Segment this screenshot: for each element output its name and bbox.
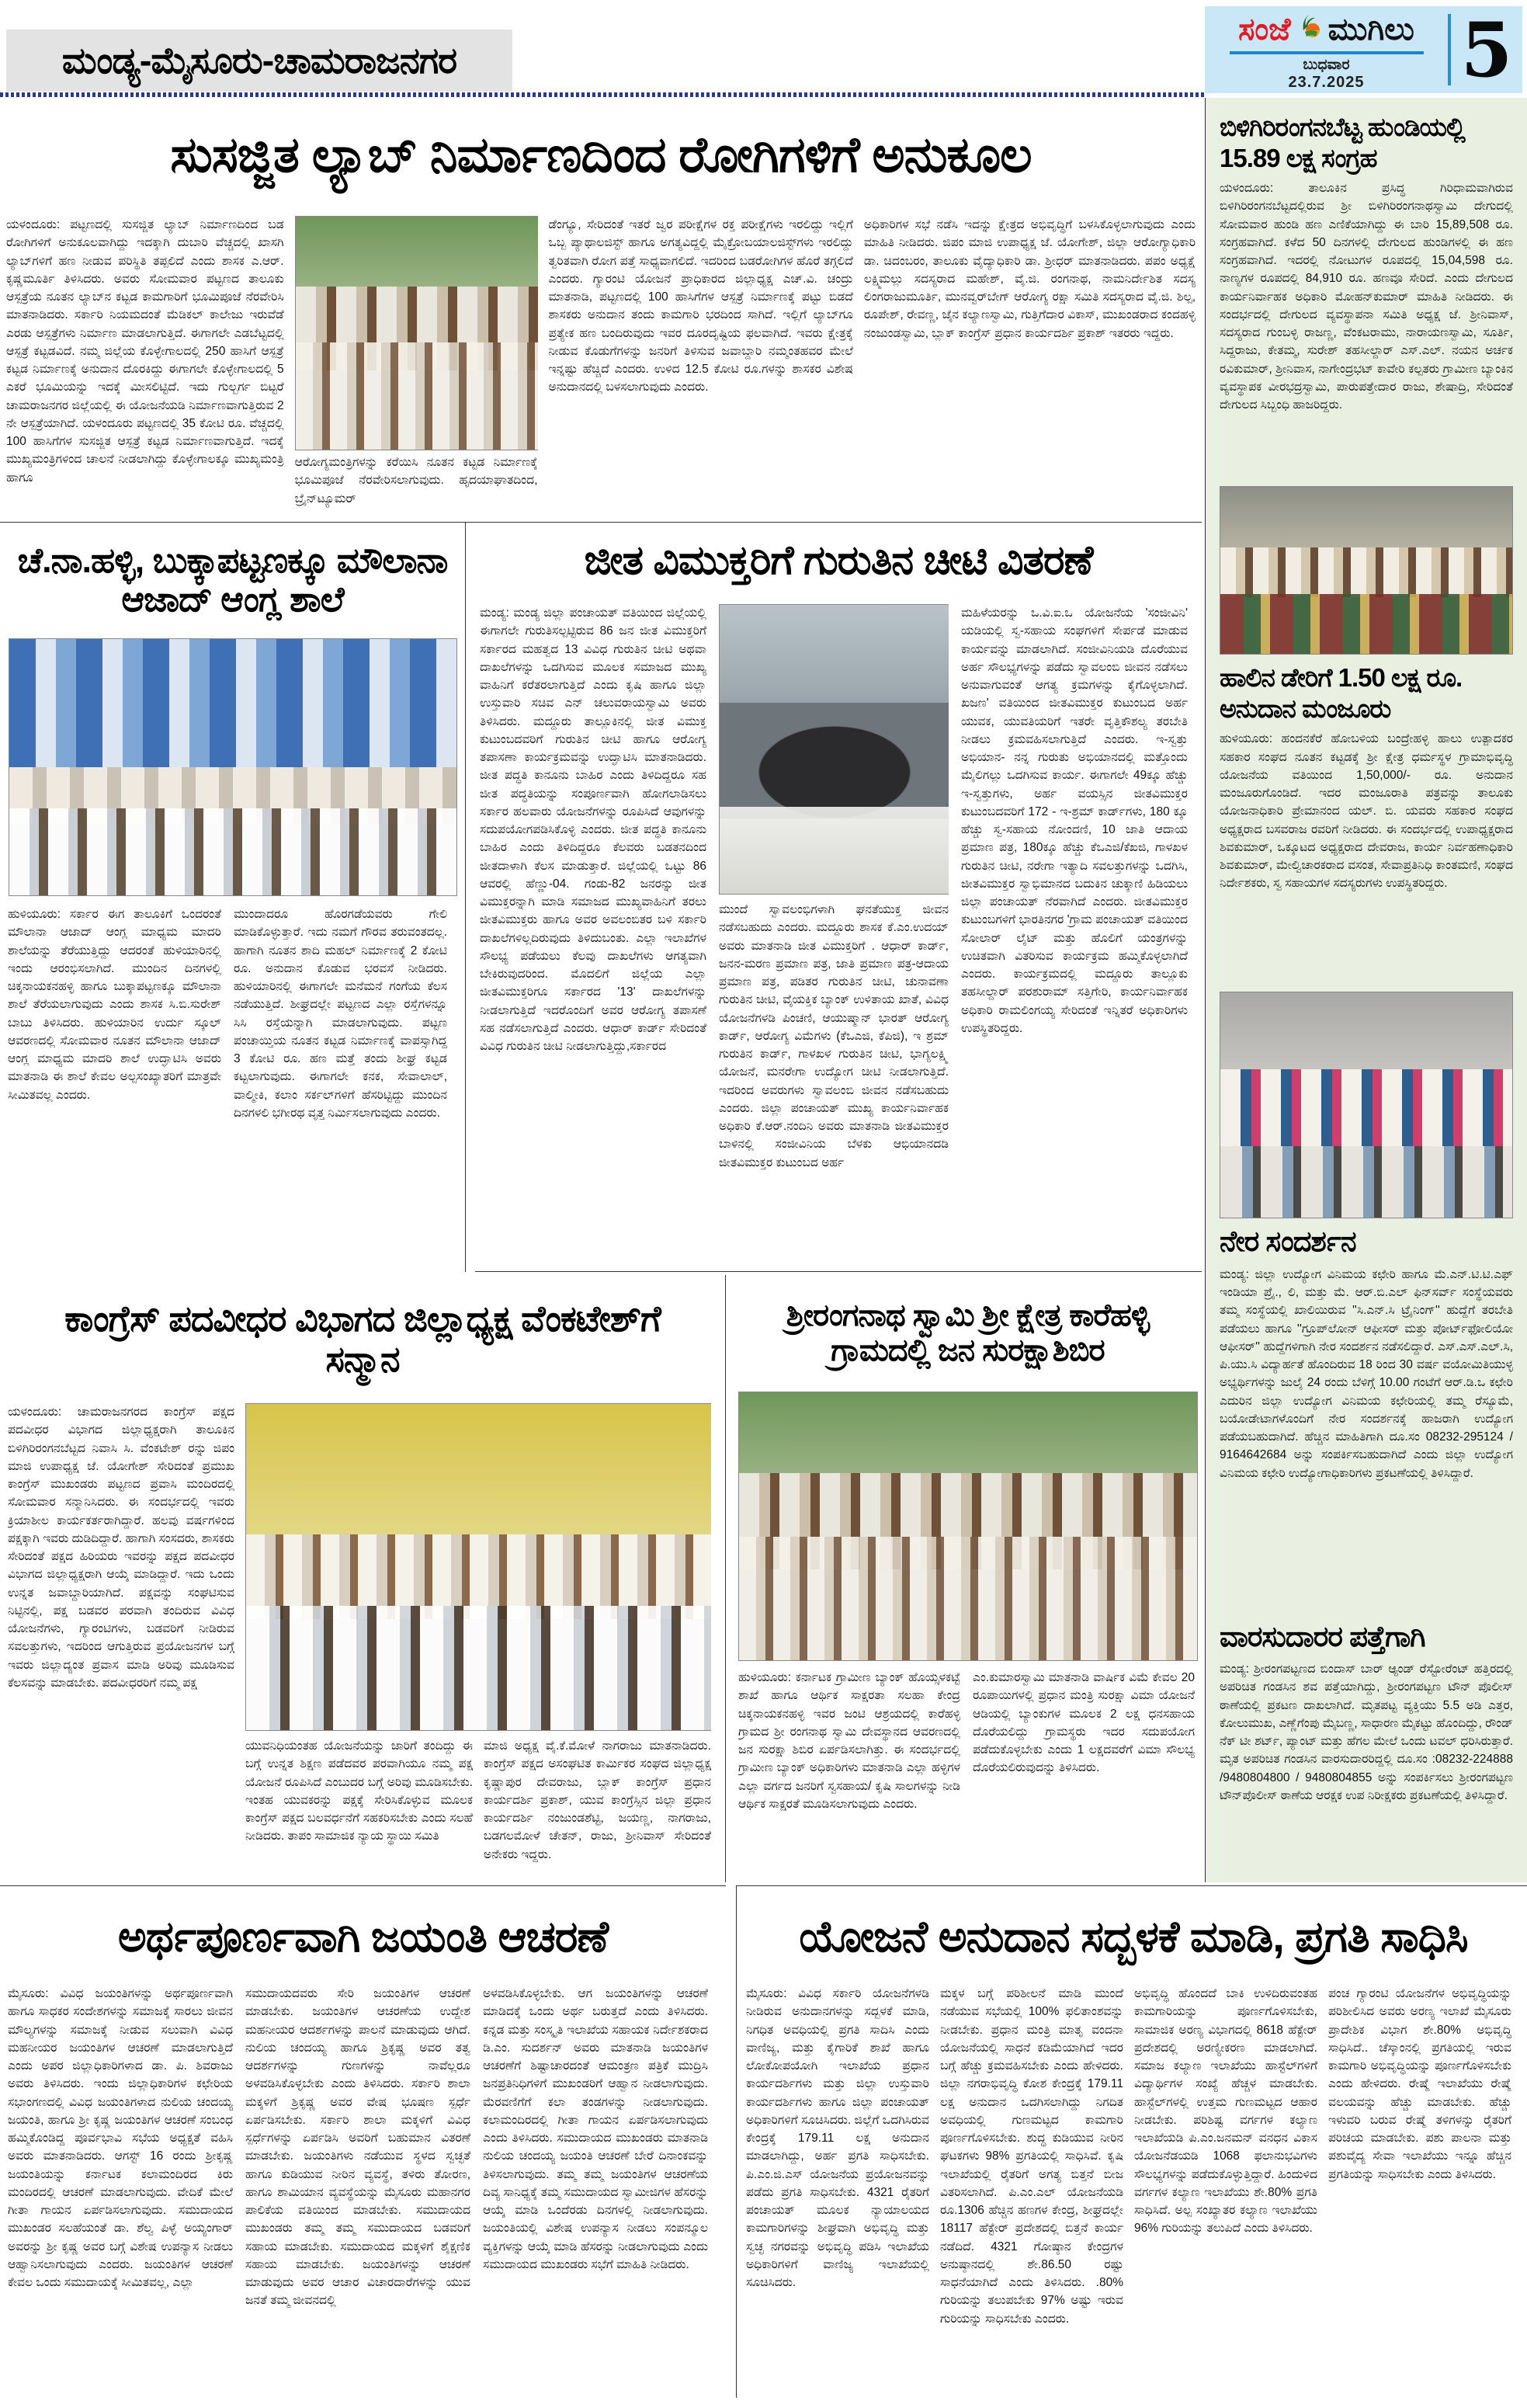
article-lead — [0, 98, 1202, 523]
sidebar-hundi-photo-bg — [1220, 487, 1512, 554]
masthead-rule — [1230, 51, 1424, 54]
masthead-name — [1238, 12, 1414, 48]
jeetha-photo-chair — [720, 703, 949, 818]
sidebar-hundi-photo-people — [1220, 547, 1512, 598]
maulana-headline: ಚೆ.ನಾ.ಹಳ್ಳಿ, ಬುಕ್ಕಾಪಟ್ಟಣಕ್ಕೂ ಮೌಲಾನಾ ಆಜಾದ್ ಆಂಗ್ಲ ಶಾಲೆ — [17, 540, 448, 619]
lead-photo — [295, 216, 538, 450]
maulana-photo-audience — [9, 808, 456, 895]
congress-col1: ಯಳಂದೂರು: ಚಾಮರಾಜನಗರದ ಕಾಂಗ್ರೆಸ್ ಪಕ್ಷದ ಪದವೀಧರ ವಿಭಾಗದ ಜಿಲ್ಲಾಧ್ಯಕ್ಷರಾಗಿ ತಾಲೂಕಿನ ಬಿಳಿಗಿರಿರಂಗನಬೆಟ್ಟದ ನಿವಾಸಿ ಸಿ. ವೆಂಕಟೇಶ್ ರನ್ನು ಜಿಪಂ ಮಾಜಿ ಉಪಾಧ್ಯಕ್ಷ ಜೆ. ಯೋಗೇಶ್ ಸೇರಿದಂತೆ ಪ್ರಮುಖ ಕಾಂಗ್ರೆಸ್ ಮುಖಂಡರು ಪಟ್ಟಣದ ಪ್ರವಾಸಿ ಮಂದಿರದಲ್ಲಿ ಸೋಮವಾರ ಸನ್ಮಾನಿಸಿದರು. ಈ ಸಂದರ್ಭದಲ್ಲಿ ಇವರು ಕ್ರಿಯಾಶೀಲ ಕಾರ್ಯಕರ್ತರಾಗಿದ್ದಾರೆ. ಹಲವು ವರ್ಷಗಳಿಂದ ಪಕ್ಷಕ್ಕಾಗಿ ಇವರು ದುಡಿದಿದ್ದಾರೆ. ಹಾಗಾಗಿ ಸಂಸದರು, ಶಾಸಕರು ಸೇರಿದಂತೆ ಪಕ್ಷದ ಹಿರಿಯರು ಇವರನ್ನು ಪಕ್ಷದ ಪದವೀಧರ ವಿಭಾಗದ ಜಿಲ್ಲಾಧ್ಯಕ್ಷರಾಗಿ ಆಯ್ಕೆ ಮಾಡಿದ್ದಾರೆ. ಇದು ಒಂದು ಉನ್ನತ ಜವಾಬ್ದಾರಿಯಾಗಿದೆ. ಪಕ್ಷವನ್ನು ಸಂಘಟಿಸುವ ನಿಟ್ಟಿನಲ್ಲಿ, ಪಕ್ಷ ಬಡವರ ಪರವಾಗಿ ತಂದಿರುವ ವಿವಿಧ ಯೋಜನೆಗಳು, ಗ್ಯಾರಂಟಿಗಳು, ಬಡವರಿಗೆ ನೀಡಿರುವ ಸವಲತ್ತುಗಳು, ಇದರಿಂದ ಆಗುತ್ತಿರುವ ಪ್ರಯೋಜನಗಳ ಬಗ್ಗೆ ಇವರು ಜಿಲ್ಲಾದ್ಯಂತ ಪ್ರವಾಸ ಮಾಡಿ ಅರಿವು ಮೂಡಿಸುವ ಕೆಲಸವನ್ನು ಮಾಡಬೇಕು. ಪದವೀಧರರಿಗೆ ನಮ್ಮ ಪಕ್ಷ — [8, 1406, 234, 1690]
masthead-name-red: ಸಂಜೆ — [1238, 12, 1291, 47]
article-congress — [0, 1275, 726, 1882]
jeetha-col3: ಮಹಿಳೆಯರನ್ನು ಒ.ವಿ.ಐ.ಒ ಯೋಜನೆಯ 'ಸಂಜೀವಿನಿ' ಯಡಿಯಲ್ಲಿ ಸ್ವ-ಸಹಾಯ ಸಂಘಗಳಿಗೆ ಸೇರ್ಪಡೆ ಮಾಡುವ ಕಾರ್ಯವನ್ನು ಮಾಡಲಾಗಿದೆ. ಸಂಜೀವಿನಿಯಡಿ ದೊರೆಯುವ ಅರ್ಹ ಸೌಲಭ್ಯಗಳನ್ನು ಪಡೆದು ಸ್ವಾವಲಂಬಿ ಜೀವನ ನಡೆಸಲು ಅನುವಾಗುವಂತೆ ಆಗತ್ಯ ಕ್ರಮಗಳನ್ನು ಕೈಗೊಳ್ಳಲಾಗಿದೆ. ಖಜಣ' ವತಿಯಿಂದ ಜೀತವಿಮುಕ್ತರ ಕುಟುಂಬದ ಅರ್ಹ ಯುವಕ, ಯುವತಿಯರಿಗೆ ಇತರೇ ವೃತ್ತಿಕೌಶಲ್ಯ ತರಬೇತಿ ನೀಡಲು ಕ್ರಮವಹಿಸಲಾಗುತ್ತಿದೆ ಎಂದರು. ಇ-ಸ್ವತ್ತು ಅಭಿಯಾನ- ನನ್ನ ಗುರುತು ಅಭಿಯಾನದಲ್ಲಿ ಮತ್ತೊಂದು ಮೈಲಿಗಲ್ಲು ಒದಗಿಸುವ ಕಾರ್ಯ. ಈಗಾಗಲೇ 49ಕ್ಕೂ ಹೆಚ್ಚು ಇ-ಸ್ವತ್ತುಗಳು, ಅರ್ಹ ವಯಸ್ಸಿನ ಜೀತವಿಮುಕ್ತರ ಕುಟುಂಬದವರಿಗೆ 172 - ಇ-ಶ್ರಮ್ ಕಾರ್ಡ್‌ಗಳು, 180 ಕ್ಕೂ ಹೆಚ್ಚು ಸ್ವ-ಸಹಾಯ ನೋಂದಣಿ, 10 ಜಾತಿ ಆದಾಯ ಪ್ರಮಾಣ ಪತ್ರ, 180ಕ್ಕೂ ಹೆಚ್ಚು ಕೆಒಎಜಿ/ಕೆಖಜಿ, ಗಾಳಖಳ ಗುರುತಿನ ಚೀಟಿ, ನರೇಗಾ ಇತ್ಯಾದಿ ಸವಲತ್ತುಗಳನ್ನು ಒದಗಿಸಿ, ಜೀತವಿಮುಕ್ತರ ಸ್ವಾಭಿಮಾನದ ಬದುಕಿನ ಚುಕ್ಕಾಣಿ ಹಿಡಿಯಲು ಜಿಲ್ಲಾ ಪಂಚಾಯತ್ ನೆರವಾಗಿದೆ ಎಂದರು. ಜೀತವಿಮುಕ್ತರ ಕುಟುಂಬಗಳಿಗೆ ಭಾರತಿನಗರ 'ಗ್ರಾಮ ಪಂಚಾಯತ್ ವತಿಯಿಂದ ಸೋಲಾರ್ ಲೈಟ್ ಮತ್ತು ಹೊಲಿಗೆ ಯಂತ್ರಗಳನ್ನು ಉಚಿತವಾಗಿ ವಿತರಿಸುವ ಕಾರ್ಯಕ್ರಮ ಹಮ್ಮಿಕೊಳ್ಳಲಾಗಿದೆ ಎಂದರು. ಕಾರ್ಯಕ್ರಮದಲ್ಲಿ ಮದ್ದೂರು ತಾಲ್ಲೂಕು ತಹಸೀಲ್ದಾರ್ ಪರಶುರಾಮ್ ಸತ್ತಿಗೇರಿ, ಕಾರ್ಯನಿರ್ವಾಹಕ ಅಧಿಕಾರಿ ರಾಮಲಿಂಗಯ್ಯ ಸೇರಿದಂತೆ ಇನ್ನಿತರೆ ಅಧಿಕಾರಿಗಳು ಉಪಸ್ಥಿತರಿದ್ದರು. — [961, 606, 1188, 1035]
maulana-photo — [9, 638, 457, 896]
congress-photo — [245, 1403, 711, 1731]
sidebar-interview-photo-bg — [1220, 992, 1512, 1078]
yojane-headline: ಯೋಜನೆ ಅನುದಾನ ಸದ್ಬಳಕೆ ಮಾಡಿ, ಪ್ರಗತಿ ಸಾಧಿಸಿ — [799, 1912, 1468, 1961]
congress-col3: ಮಾಜಿ ಅಧ್ಯಕ್ಷ ವೈ.ಕೆ.ಮೋಳೆ ನಾಗರಾಜು ಮಾತನಾಡಿದರು. ಕಾಂಗ್ರೆಸ್ ಪಕ್ಷದ ಅಸಂಘಟಿತ ಕಾರ್ಮಿಕರ ಸಂಘದ ಜಿಲ್ಲಾಧ್ಯಕ್ಷ ಕೃಷ್ಣಾಪುರ ದೇವರಾಜು, ಬ್ಲಾಕ್ ಕಾಂಗ್ರೆಸ್ ಪ್ರಧಾನ ಕಾರ್ಯದರ್ಶಿ ಪ್ರಕಾಶ್, ಯುವ ಕಾಂಗ್ರೆಸ್ಸಿನ ಜಿಲ್ಲಾ ಪ್ರಧಾನ ಕಾರ್ಯದರ್ಶಿ ನಂಜುಂಡಶೆಟ್ಟಿ, ಜಯಣ್ಣ, ನಾಗರಾಜು, ಬಡಗಲಮೋಳೆ ಚೇತನ್, ರಾಜು, ಶ್ರೀನಿವಾಸ್ ಸೇರಿದಂತೆ ಅನೇಕರು ಇದ್ದರು. — [484, 1739, 711, 1861]
masthead-left — [1205, 6, 1448, 93]
yojane-col2: ಮಕ್ಕಳ ಬಗ್ಗೆ ಪರಿಶೀಲನೆ ಮಾಡಿ ಮುಂದೆ ನಡೆಯುವ ಸಭೆಯಲ್ಲಿ 100% ಫಲಿತಾಂಶವನ್ನು ನೀಡಬೇಕು. ಪ್ರಧಾನ ಮಂತ್ರಿ ಮಾತೃ ವಂದನಾ ಯೋಜನೆಯಲ್ಲಿ ಸಾಧನೆ ಕಡಿಮೆಯಾಗಿದೆ ಇದರ ಬಗ್ಗೆ ಹೆಚ್ಚು ಕ್ರಮವಹಿಸಬೇಕು ಎಂದು ಹೇಳಿದರು. ಜಿಲ್ಲಾ ನಗರಾಭಿವೃದ್ಧಿ ಕೋಶ ಕೇಂದ್ರಕ್ಕೆ 179.11 ಲಕ್ಷ ಅನುದಾನ ಒದಗಿಸಲಾಗಿದ್ದು ನಿಗದಿತ ಅವಧಿಯಲ್ಲಿ ಗುಣಮಟ್ಟದ ಕಾಮಗಾರಿ ಪೂರ್ಣಗೊಳಿಸಬೇಕು. ಶುದ್ಧ ಕುಡಿಯುವ ನೀರಿನ ಘಟಕಗಳು 98% ಪ್ರಗತಿಯಲ್ಲಿ ಸಾಧಿಸಿವೆ. ಕೃಷಿ ಇಲಾಖೆಯಲ್ಲಿ ರೈತರಿಗೆ ಅಗತ್ಯ ಬಿತ್ತನೆ ಬೀಜ ವಿತರಿಸಲಾಗಿದೆ. ಪಿ.ಎಂ.ಎಲ್ ಯೋಜನೆಯಡಿ ರೂ.1306 ಹೆಚ್ಚಿನ ಹಣಗಳ ಕೇಂದ್ರ, ಶೀಘ್ರದಲ್ಲೇ 18117 ಹೆಕ್ಟೇರ್ ಪ್ರದೇಶದಲ್ಲಿ ಬಿತ್ತನೆ ಕಾರ್ಯ ನಡೆದಿದೆ. 4321 ಗೋಷ್ಠಾನ ಕೇಂದ್ರಗಳ ಅನುಷ್ಠಾನದಲ್ಲಿ ಶೇ.86.50 ರಷ್ಟು ಸಾಧನೆಯಾಗಿದೆ ಎಂದು ತಿಳಿಸಿದರು. .80% ಗುರಿಯನ್ನು ತಲುಪಬೇಕು 97% ಅಷ್ಟು ಇರುವ ಗುರಿಯನ್ನು ಸಾಧಿಸಬೇಕು ಎಂದರು. — [940, 1987, 1123, 2326]
masthead-name-black: ಮುಗಿಲು — [1327, 12, 1414, 47]
sidebar-article3-body: ಮಂಡ್ಯ: ಜಿಲ್ಲಾ ಉದ್ಯೋಗ ವಿನಿಮಯ ಕಛೇರಿ ಹಾಗೂ ಮೆ.ಎನ್.ಟಿ.ಟಿ.ಎಫ್ ಇಂಡಿಯಾ ಪ್ರೈ., ಲಿ, ಮತ್ತು ಮೆ. ಆರ್.ಬಿ.ಎಲ್ ಫಿನ್‌ಸರ್ವ್ ಸಂಸ್ಥೆಯವರು ತಮ್ಮ ಸಂಸ್ಥೆಯಲ್ಲಿ ಖಾಲಿಯಿರುವ ''ಸಿ.ಎನ್.ಸಿ ಟ್ರೈನಿಂಗ್'' ಹುದ್ದೆಗೆ ತರಬೇತಿ ಪಡೆಯಲು ಹಾಗೂ ''ಗ್ರೂಪ್‌ಲೋನ್ ಆಫೀಸರ್ ಮತ್ತು ಪೋರ್ಟ್‌ಫೋಲಿಯೋ ಆಫೀಸರ್'' ಹುದ್ದೆಗಳಿಗಾಗಿ ನೇರ ಸಂದರ್ಶನ ನಡೆಸಲಿದ್ದಾರೆ. ಎಸ್.ಎಸ್.ಎಲ್.ಸಿ, ಪಿ.ಯು.ಸಿ ವಿದ್ಯಾರ್ಹತೆ ಹೊಂದಿರುವ 18 ರಿಂದ 30 ವರ್ಷ ವಯೋಮಿತಿಯುಳ್ಳ ಅಭ್ಯರ್ಥಿಗಳನ್ನು ಜುಲೈ 24 ರಂದು ಬೆಳಿಗ್ಗೆ 10.00 ಗಂಟೆಗೆ ಆರ್.ಡಿ.ಒ ಕಛೇರಿ ಎದುರಿನ ಜಿಲ್ಲಾ ಉದ್ಯೋಗ ವಿನಿಮಯ ಕಛೇರಿಯಲ್ಲಿ ತಮ್ಮ ರೆಸ್ಯೂಮೆ, ಬಯೋಡೇಟಾಗಳೊಂದಿಗೆ ನೇರ ಸಂದರ್ಶನಕ್ಕೆ ಹಾಜರಾಗಿ ಉದ್ಯೋಗ ಪಡೆಯಬಹುದಾಗಿದೆ. ಹೆಚ್ಚಿನ ಮಾಹಿತಿಗಾಗಿ ದೂ.ಸಂ 08232-295124 / 9164642684 ಅನ್ನು ಸಂಪರ್ಕಿಸಬಹುದಾಗಿದೆ ಎಂದು ಜಿಲ್ಲಾ ಉದ್ಯೋಗ ವಿನಿಮಯ ಕಛೇರಿ ಉದ್ಯೋಗಾಧಿಕಾರಿಗಳು ಪ್ರಕಟಣೆಯಲ್ಲಿ ತಿಳಿಸಿದ್ದಾರೆ. — [1220, 1267, 1513, 1480]
sidebar-hundi-photo — [1220, 486, 1513, 655]
masthead-date: 23.7.2025 — [1288, 73, 1365, 91]
maulana-col1: ಹುಳಿಯೂರು: ಸರ್ಕಾರ ಈಗ ತಾಲೂಕಿಗೆ ಒಂದರಂತೆ ಮೌಲಾನಾ ಆಜಾದ್ ಆಂಗ್ಲ ಮಾಧ್ಯಮ ಮಾದರಿ ಶಾಲೆಯನ್ನು ತೆರೆಯುತ್ತಿದ್ದು ಆದರಂತೆ ಹುಳಿಯಾರಿನಲ್ಲಿ ಇಂದು ಆರಂಭಿಸಲಾಗಿದೆ. ಮುಂದಿನ ದಿನಗಳಲ್ಲಿ ಚಿಕ್ಕನಾಯಕನಹಳ್ಳಿ ಹಾಗೂ ಬುಕ್ಕಾಪಟ್ಟಣಕ್ಕೂ ಮೌಲಾನಾ ಶಾಲೆ ತೆರೆಯಲಾಗುವುದು ಎಂದು ಶಾಸಕ ಸಿ.ಬಿ.ಸುರೇಶ್ ಬಾಬು ತಿಳಿಸಿದರು. ಹುಳಿಯಾರಿನ ಉರ್ದು ಸ್ಕೂಲ್ ಆವರಣದಲ್ಲಿ ಸೋಮವಾರ ನೂತನ ಮೌಲಾನಾ ಆಜಾದ್ ಆಂಗ್ಲ ಮಾಧ್ಯಮ ಮಾದರಿ ಶಾಲೆ ಉದ್ಘಾಟಿಸಿ ಅವರು ಮಾತನಾಡಿ ಈ ಶಾಲೆ ಕೇವಲ ಅಲ್ಪಸಂಖ್ಯಾತರಿಗೆ ಮಾತ್ರವೇ ಸೀಮಿತವಲ್ಲ ಎಂದರು. — [8, 908, 221, 1102]
lead-col4: ಅಧಿಕಾರಿಗಳ ಸಭೆ ನಡೆಸಿ ಇದನ್ನು ಕ್ಷೇತ್ರದ ಅಭಿವೃದ್ಧಿಗೆ ಬಳಸಿಕೊಳ್ಳಲಾಗುವುದು ಎಂದು ಮಾಹಿತಿ ನೀಡಿದರು. ಜಿಪಂ ಮಾಜಿ ಉಪಾಧ್ಯಕ್ಷ ಜೆ. ಯೋಗೇಶ್, ಜಿಲ್ಲಾ ಆರೋಗ್ಯಾಧಿಕಾರಿ ಡಾ. ಚಿದಂಬರಂ, ತಾಲೂಕು ವೈದ್ಯಾಧಿಕಾರಿ ಡಾ. ಶ್ರೀಧರ್ ಮಾತನಾಡಿದರು. ಪಪಂ ಅಧ್ಯಕ್ಷೆ ಲಕ್ಷ್ಮಿಮಲ್ಲು ಸದಸ್ಯರಾದ ಮಹೇಶ್, ವೈ.ಜಿ. ರಂಗನಾಥ, ನಾಮನಿರ್ದೇಶಿತ ಸದಸ್ಯ ಲಿಂಗರಾಜುಮೂರ್ತಿ, ಮುನವ್ವರ್‌ಬೇಗ್ ಆರೋಗ್ಯ ರಕ್ಷಾ ಸಮಿತಿ ಸದಸ್ಯರಾದ ವೈ.ಜಿ. ಶಿಲ್ಪ, ರೂಪೇಶ್, ರೇವಣ್ಣ, ಜೈನ ಕಲ್ಯಾಣಸ್ವಾಮಿ, ಗುತ್ತಿಗೆದಾರ ವಿಕಾಸ್, ಮುಖಂಡರಾದ ಕಂದಹಳ್ಳಿ ನಂಜುಂಡಸ್ವಾಮಿ, ಬ್ಲಾಕ್ ಕಾಂಗ್ರೆಸ್ ಪ್ರಧಾನ ಕಾರ್ಯದರ್ಶಿ ಪ್ರಕಾಶ್ ಇತರರು ಇದ್ದರು. — [863, 218, 1196, 340]
lead-photo-crowd — [296, 342, 538, 450]
page-number: 5 — [1460, 5, 1513, 94]
congress-col2: ಯುವನಿಧಿಯಂತಹ ಯೋಜನೆಯನ್ನು ಜಾರಿಗೆ ತಂದಿದ್ದು ಈ ಬಗ್ಗೆ ಉನ್ನತ ಶಿಕ್ಷಣ ಪಡೆದವರ ಪರವಾಗಿಯೂ ನಮ್ಮ ಪಕ್ಷ ಯೋಜನೆ ರೂಪಿಸಿದೆ ಎಂಬುದರ ಬಗ್ಗೆ ಅರಿವು ಮೂಡಿಸಬೇಕು. ಇಂತಹ ಯುವಕರನ್ನು ಪಕ್ಷಕ್ಕೆ ಸೇರಿಸಿಕೊಳ್ಳುವ ಮೂಲಕ ಕಾಂಗ್ರೆಸ್ ಪಕ್ಷದ ಬಲವರ್ಧನೆಗೆ ಸಹಕರಿಸಬೇಕು ಎಂದು ಸಲಹೆ ನೀಡಿದರು. ತಾಪಂ ಸಾಮಾಜಿಕ ನ್ಯಾಯ ಸ್ಥಾಯಿ ಸಮಿತಿ — [245, 1739, 473, 1843]
camp-photo-trees — [739, 1392, 1197, 1483]
sidebar-article4-body: ಮಂಡ್ಯ: ಶ್ರೀರಂಗಪಟ್ಟಣದ ಬಿಂದಾಸ್ ಬಾರ್ ಆ್ಯಂಡ್ ರೆಸ್ಟೋರೆಂಟ್ ಹತ್ತಿರದಲ್ಲಿ ಅಪರಿಚಿತ ಗಂಡಸಿನ ಶವ ಪತ್ತೆಯಾಗಿದ್ದು, ಶ್ರೀರಂಗಪಟ್ಟಣ ಟೌನ್ ಪೊಲೀಸ್ ಠಾಣೆಯಲ್ಲಿ ಪ್ರಕಟಣ ದಾಖಲಾಗಿದೆ. ಮೃತಪಟ್ಟ ವ್ಯಕ್ತಿಯು 5.5 ಅಡಿ ಎತ್ತರ, ಕೋಲುಮುಖ, ಎಣ್ಣೆಗೆಂಪು ಮೈಬಣ್ಣ, ಸಾಧಾರಣ ಮೈಕಟ್ಟು ಹೊಂದಿದ್ದು, ರೌಂಡ್ ನೆಕ್ ಟೀ ಶರ್ಟ್, ಪ್ಯಾಂಟ್ ಮತ್ತು ಹೆಗಲ ಮೇಲೆ ಒಂದು ಟವಲ್ ಧರಿಸಿರುತ್ತಾರೆ. ಮೃತ ಅಪರಿಚಿತ ಗಂಡಸಿನ ವಾರಸುದಾರರಿದ್ದಲ್ಲಿ ದೂ.ಸಂ :08232-224888 /9480804800 / 9480804855 ಅನ್ನು ಸಂಪರ್ಕಿಸಲು ಶ್ರೀರಂಗಪಟ್ಟಣ ಟೌನ್‌ಪೊಲೀಸ್ ಠಾಣೆಯ ಆರಕ್ಷಕ ಉಪ ನಿರೀಕ್ಷಕರು ಪ್ರಕಟಣೆಯಲ್ಲಿ ತಿಳಿಸಿದ್ದಾರೆ. — [1220, 1663, 1513, 1802]
lead-photo-trees — [296, 217, 538, 296]
camp-photo — [738, 1392, 1198, 1661]
lead-col2-text: ಆರೋಗ್ಯಮಂತ್ರಿಗಳನ್ನು ಕರೆಯಿಸಿ ನೂತನ ಕಟ್ಟಡ ನಿರ್ಮಾಣಕ್ಕೆ ಭೂಮಿಪೂಜೆ ನೆರವೇರಿಸಲಾಗುವುದು. ಹೃದಯಾಘಾತದಿಂದ, ಬ್ರೈನ್‌ಟ್ಯೂಮರ್ — [294, 456, 538, 506]
lead-col1: ಯಳಂದೂರು: ಪಟ್ಟಣದಲ್ಲಿ ಸುಸಜ್ಜಿತ ಲ್ಯಾಬ್ ನಿರ್ಮಾಣದಿಂದ ಬಡ ರೋಗಿಗಳಿಗೆ ಅನುಕೂಲವಾಗಿದ್ದು ಇದಕ್ಕಾಗಿ ದುಬಾರಿ ವೆಚ್ಚದಲ್ಲಿ ಖಾಸಗಿ ಲ್ಯಾಬ್‌ಗಳಿಗೆ ಹಣ ನೀಡುವ ಪರಿಸ್ಥಿತಿ ತಪ್ಪಲಿದೆ ಎಂದು ಶಾಸಕ ಎ.ಆರ್. ಕೃಷ್ಣಮೂರ್ತಿ ತಿಳಿಸಿದರು. ಅವರು ಸೋಮವಾರ ಪಟ್ಟಣದ ತಾಲೂಕು ಆಸ್ಪತ್ರೆಯ ನೂತನ ಲ್ಯಾಬ್‌ನ ಕಟ್ಟಡ ಕಾಮಗಾರಿಗೆ ಭೂಮಿಪೂಜೆ ನೆರವೇರಿಸಿ ಮಾತನಾಡಿದರು. ಸರ್ಕಾರಿ ನಿಯಮದಂತೆ ಮೆಡಿಕಲ್ ಕಾಲೇಜು ಇರುವೆಡೆ ಎರಡು ಆಸ್ಪತ್ರೆಗಳು ನಿರ್ಮಾಣ ಮಾಡಲಾಗುತ್ತಿದೆ. ಈಗಾಗಲೇ ಎಡಬೆಟ್ಟದಲ್ಲಿ ಆಸ್ಪತ್ರೆ ಕಟ್ಟಡವಿದೆ. ನಮ್ಮ ಜಿಲ್ಲೆಯ ಕೊಳ್ಳೇಗಾಲದಲ್ಲಿ 250 ಹಾಸಿಗೆ ಆಸ್ಪತ್ರೆ ಕಟ್ಟಡ ನಿರ್ಮಾಣಕ್ಕೆ ಅನುದಾನ ದೊರಕಿದ್ದು ಈಗಾಗಲೇ ಕೊಳ್ಳೇಗಾಲದಲ್ಲಿ 5 ಎಕರೆ ಭೂಮಿಯನ್ನು ಇದಕ್ಕೆ ಮೀಸಲಿಟ್ಟಿದೆ. ಇದು ಗುಲ್ಬರ್ಗ ಬಿಟ್ಟರೆ ಚಾಮರಾಜನಗರ ಜಿಲ್ಲೆಯಲ್ಲಿ ಈ ಯೋಜನೆಯಡಿ ನಿರ್ಮಾಣವಾಗುತ್ತಿರುವ 2 ನೇ ಆಸ್ಪತ್ರೆಯಾಗಿದೆ. ಯಳಂದೂರು ಪಟ್ಟಣದಲ್ಲಿ 35 ಕೋಟಿ ರೂ. ವೆಚ್ಚದಲ್ಲಿ 100 ಹಾಸಿಗೆಗಳ ಸುಸಜ್ಜಿತ ಆಸ್ಪತ್ರೆ ಕಟ್ಟಡ ನಿರ್ಮಾಣವಾಗುತ್ತಿದೆ. ಇದಕ್ಕೆ ಮುಖ್ಯಮಂತ್ರಿಗಳಿಂದ ಚಾಲನೆ ನೀಡಲಾಗಿದ್ದು ಕೊಳ್ಳೇಗಾಲಕ್ಕೂ ಮುಖ್ಯಮಂತ್ರಿ ಹಾಗೂ — [6, 218, 284, 485]
sidebar-article2-body: ಹುಳಿಯೂರು: ಹಂದನಕೆರೆ ಹೋಬಳಿಯ ಬಂದ್ರೇಹಳ್ಳಿ ಹಾಲು ಉತ್ಪಾದಕರ ಸಹಕಾರ ಸಂಘದ ನೂತನ ಕಟ್ಟಡಕ್ಕೆ ಶ್ರೀ ಕ್ಷೇತ್ರ ಧರ್ಮಸ್ಥಳ ಗ್ರಾಮಾಭಿವೃದ್ಧಿ ಯೋಜನೆಯ ವತಿಯಿಂದ 1,50,000/- ರೂ. ಅನುದಾನ ಮಂಜೂರುಗೊಂಡಿದೆ. ಇದರ ಮಂಜೂರಾತಿ ಪತ್ರವನ್ನು ತಾಲೂಕು ಯೋಜನಾಧಿಕಾರಿ ಪ್ರೇಮಾನಂದ ಯಲ್. ಬಿ. ಯವರು ಸಹಕಾರ ಸಂಘದ ಅಧ್ಯಕ್ಷರಾದ ಬಸವರಾಜ ರವರಿಗೆ ನೀಡಿದರು. ಈ ಸಂದರ್ಭದಲ್ಲಿ ಉಪಾಧ್ಯಕ್ಷರಾದ ಶಿವಕುಮಾರ್, ಒಕ್ಕೂಟದ ಅಧ್ಯಕ್ಷರಾದ ದೇವರಾಜ, ಕಾರ್ಯ ನಿರ್ವಹಣಾಧಿಕಾರಿ ಶಿವಕುಮಾರ್, ಮೇಲ್ವಿಚಾರಕರಾದ ವಸಂತ, ಸೇವಾಪ್ರತಿನಿಧಿ ಕಾಂತಮಣಿ, ಸಂಘದ ನಿರ್ದೇಶಕರು, ಸ್ವ ಸಹಾಯಗಳ ಸದಸ್ಯರುಗಳು ಉಪಸ್ಥಿತರಿದ್ದರು. — [1220, 732, 1513, 891]
sidebar-hundi-photo-table — [1220, 594, 1512, 654]
header-dotted-rule — [0, 92, 1205, 97]
congress-headline: ಕಾಂಗ್ರೆಸ್ ಪದವೀಧರ ವಿಭಾಗದ ಜಿಲ್ಲಾಧ್ಯಕ್ಷ ವೆಂಕಟೇಶ್‌ಗೆ ಸನ್ಮಾನ — [64, 1298, 661, 1379]
article-jeetha — [475, 522, 1202, 1272]
region-title-box — [6, 30, 512, 92]
congress-right-block — [245, 1403, 711, 1869]
jeetha-headline: ಜೀತ ವಿಮುಕ್ತರಿಗೆ ಗುರುತಿನ ಚೀಟಿ ವಿತರಣೆ — [584, 537, 1093, 583]
sidebar-interview-photo-people — [1220, 1069, 1512, 1146]
camp-headline: ಶ್ರೀರಂಗನಾಥ ಸ್ವಾಮಿ ಶ್ರೀ ಕ್ಷೇತ್ರ ಕಾರೆಹಳ್ಳಿ ಗ್ರಾಮದಲ್ಲಿ ಜನ ಸುರಕ್ಷಾಶಿಬಿರ — [786, 1298, 1150, 1367]
jayanthi-col2: ಸಮುದಾಯದವರು ಸೇರಿ ಜಯಂತಿಗಳ ಆಚರಣೆ ಮಾಡಬೇಕು. ಜಯಂತಿಗಳ ಆಚರಣೆಯ ಉದ್ದೇಶ ಮಹನೀಯರ ಆದರ್ಶಗಳನ್ನು ಪಾಲನೆ ಮಾಡುವುದು ಆಗಿದೆ. ನುಲಿಯ ಚಂದಯ್ಯ ಹಾಗೂ ಶ್ರಿಕೃಷ್ಣ ಅವರ ತತ್ವ ಆದರ್ಶಗಳನ್ನು ಗುಣಗಳನ್ನು ನಾವೆಲ್ಲರೂ ಅಳವಡಿಸಿಕೊಳ್ಳಬೇಕು ಎಂದು ತಿಳಿಸಿದರು. ಸರ್ಕಾರಿ ಶಾಲಾ ಮಕ್ಕಳಿಗೆ ಶ್ರಿಕೃಷ್ಣ ಅವರ ವೇಷ ಭೂಷಣ ಸ್ಪರ್ಧೆ ಏರ್ಪಡಿಸಬೇಕು. ಸರ್ಕಾರಿ ಶಾಲಾ ಮಕ್ಕಳಿಗೆ ವಿವಿಧ ಸ್ಪರ್ಧೆಗಳನ್ನು ಏರ್ಪಡಿಸಿ ಅವರಿಗೆ ಬಹುಮಾನ ವಿತರಣೆ ಮಾಡಬೇಕು. ಜಯಂತಿಗಳು ನಡೆಯುವ ಸ್ಥಳದ ಸ್ವಚ್ಛತೆ ಹಾಗೂ ಕುಡಿಯುವ ನೀರಿನ ವ್ಯವಸ್ಥೆ, ತಳಿರು ತೋರಣ, ಹಾಗೂ ಶಾಮಿಯಾನ ವ್ಯವಸ್ಥೆಯನ್ನು ಮೈಸೂರು ಮಹಾನಗರ ಪಾಲಿಕೆಯ ವತಿಯಿಂದ ಮಾಡಬೇಕು. ಸಮುದಾಯದ ಮುಖಂಡರು ತಮ್ಮ ತಮ್ಮ ಸಮುದಾಯದ ಬಡವರಿಗೆ ಸಹಾಯ ಮಾಡಬೇಕು. ಸಮುದಾಯದ ಮಕ್ಕಳಿಗೆ ಶೈಕ್ಷಣಿಕ ಸಹಾಯ ಮಾಡಬೇಕು. ಜಯಂತಿಗಳನ್ನು ಆಚರಣೆ ಮಾಡುವುದು ಅವರ ಆಚಾರ ವಿಚಾರದಾರೆಗಳನ್ನು ಯುವ ಜನತೆ ತಮ್ಮ ಜೀವನದಲ್ಲಿ — [245, 1987, 470, 2308]
masthead-day: ಬುಧವಾರ — [1303, 56, 1350, 73]
jayanthi-col1: ಮೈಸೂರು: ವಿವಿಧ ಜಯಂತಿಗಳನ್ನು ಅರ್ಥಪೂರ್ಣವಾಗಿ ಹಾಗೂ ಸಾಧಕರ ಸಂದೇಶಗಳನ್ನು ಸಮಾಜಕ್ಕೆ ಸಾರಲು ಜೀವನ ಮೌಲ್ಯಗಳನ್ನು ಸಮಾಜಕ್ಕೆ ನೀಡುವ ಸಲುವಾಗಿ ವಿವಿಧ ಮಹನೀಯರ ಜಯಂತಿಗಳ ಆಚರಣೆ ಮಾಡಲಾಗುತ್ತಿದೆ ಎಂದು ಅಪರ ಜಿಲ್ಲಾಧಿಕಾರಿಗಳಾದ ಡಾ. ಪಿ. ಶಿವರಾಜು ಅವರು ತಿಳಿಸಿದರು. ಇಂದು ಜಿಲ್ಲಾಧಿಕಾರಿಗಳ ಕಛೇರಿಯ ಸಭಾಂಗಣದಲ್ಲಿ ವಿವಿಧ ಜಯಂತಿಗಳಾದ ನುಲಿಯ ಚಂದಯ್ಯ ಜಯಂತಿ, ಹಾಗೂ ಶ್ರೀ ಕೃಷ್ಣ ಜಯಂತಿಗಳ ಆಚರಣೆ ಸಂಬಂಧ ಹಮ್ಮಿಕೊಂಡಿದ್ದ ಪೂರ್ವಭಾವಿ ಸಭೆಯ ಅಧ್ಯಕ್ಷತೆ ವಹಿಸಿ ಅವರು ಮಾತನಾಡಿದರು. ಆಗಸ್ಟ್ 16 ರಂದು ಶ್ರೀಕೃಷ್ಣ ಜಯಂತಿಯನ್ನು ಕರ್ನಾಟಕ ಕಲಾಮಂದಿರದ ಕಿರು ಮಂದಿರದಲ್ಲಿ ಆಚರಣೆ ಮಾಡಲಾಗುವುದು. ವೇದಿಕೆ ಮೇಲೆ ಗೀತಾ ಗಾಯನ ಏರ್ಪಡಿಸಲಾಗುವುದು. ಸಮುದಾಯದ ಮುಖಂಡರ ಸಲಹೆಯಂತೆ ಡಾ. ಶೆಲ್ವ ಪಿಳ್ಳೆ ಅಯ್ಯಂಗಾರ್ ಅವರನ್ನು ಶ್ರೀ ಕೃಷ್ಣ ಅವರ ಬಗ್ಗೆ ವಿಶೇಷ ಉಪನ್ಯಾಸ ನೀಡಲು ಆಹ್ವಾನಿಸಲಾಗುವುದು ಎಂದರು. ಜಯಂತಿಗಳ ಆಚರಣೆ ಕೇವಲ ಒಂದು ಸಮುದಾಯಕ್ಕೆ ಸೀಮಿತವಲ್ಲ, ಎಲ್ಲಾ — [8, 1987, 233, 2289]
sidebar-article2-headline: ಹಾಲಿನ ಡೇರಿಗೆ 1.50 ಲಕ್ಷ ರೂ. ಅನುದಾನ ಮಂಜೂರು — [1220, 663, 1463, 723]
jayanthi-headline: ಅರ್ಥಪೂರ್ಣವಾಗಿ ಜಯಂತಿ ಆಚರಣೆ — [117, 1912, 609, 1961]
article-maulana-school — [0, 522, 466, 1272]
sidebar-interview-photo — [1220, 992, 1513, 1218]
sidebar-interview-photo-floor — [1220, 1146, 1512, 1218]
jeetha-col1: ಮಂಡ್ಯ: ಮಂಡ್ಯ ಜಿಲ್ಲಾ ಪಂಚಾಯತ್ ವತಿಯಿಂದ ಜಿಲ್ಲೆಯಲ್ಲಿ ಈಗಾಗಲೇ ಗುರುತಿಸಲ್ಪಟ್ಟಿರುವ 86 ಜನ ಜೀತ ವಿಮುಕ್ತರಿಗೆ ಸರ್ಕಾರದ ಮಹತ್ವದ 13 ವಿವಿಧ ಗುರುತಿನ ಚೀಟಿ ಅಥವಾ ದಾಖಲೆಗಳನ್ನು ಒದಗಿಸುವ ಮೂಲಕ ಸಮಾಜದ ಮುಖ್ಯ ವಾಹಿನಿಗೆ ಕರೆತರಲಾಗುತ್ತಿದೆ ಎಂದು ಕೃಷಿ ಹಾಗೂ ಜಿಲ್ಲಾ ಉಸ್ತುವಾರಿ ಸಚಿವ ಎನ್ ಚಲುವರಾಯಸ್ವಾಮಿ ಅವರು ತಿಳಿಸಿದರು. ಮದ್ದೂರು ತಾಲ್ಲೂಕಿನಲ್ಲಿ ಜೀತ ವಿಮುಕ್ತ ಕುಟುಂಬದವರಿಗೆ ಗುರುತಿನ ಚೀಟಿ ಹಾಗೂ ಆರೋಗ್ಯ ತಪಾಸಣಾ ಕಾರ್ಯಕ್ರಮವನ್ನು ಉದ್ಘಾಟಿಸಿ ಮಾತನಾಡಿದರು. ಜೀತ ಪದ್ಧತಿ ಕಾನೂನು ಬಾಹಿರ ಎಂದು ತಿಳಿದಿದ್ದರೂ ಸಹ ಜೀತ ಪದ್ಧತಿಯನ್ನು ಸಂಪೂರ್ಣವಾಗಿ ಹೋಗಲಾಡಿಸಲು ಸರ್ಕಾರ ಹಲವಾರು ಯೋಜನೆಗಳನ್ನು ರೂಪಿಸಿದೆ ಆವುಗಳನ್ನು ಸದುಪಯೋಗಪಡಿಸಿಕೊಳ್ಳಿ ಎಂದರು. ಜೀತ ಪದ್ಧತಿ ಕಾನೂನು ಬಾಹಿರ ಎಂದು ತಿಳಿದಿದ್ದರೂ ಕೆಲವರು ಬಡತನದಿಂದ ಜೀತದಾಳಾಗಿ ಕೆಲಸ ಮಾಡುತ್ತಾರೆ. ಜಿಲ್ಲೆಯಲ್ಲಿ ಒಟ್ಟು 86 ಆವರಲ್ಲಿ ಹೆಣ್ಣು-04. ಗಂಡು-82 ಜನರನ್ನು ಜೀತ ವಿಮುಕ್ತರನ್ನಾಗಿ ಮಾಡಿ ಸಮಾಜದ ಮುಖ್ಯವಾಹಿನಿಗೆ ತರಲು ಜೀತವಿಮುಕ್ತರು ಹಾಗೂ ಅವರ ಅವಲಂಬಿತರ ಬಳಿ ಸರ್ಕಾರಿ ದಾಖಲೆಗಳಿಲ್ಲದಿರುವುದು ತಿಳಿದುಬಂತು. ಎಲ್ಲಾ ಇಲಾಖೆಗಳ ಸೌಲಭ್ಯ ಪಡೆಯಲು ಕೆಲವು ದಾಖಲೆಗಳು ಆಗತ್ಯವಾಗಿ ಬೇಕಿರುವುದರಿಂದ. ಮೊದಲಿಗೆ ಜಿಲ್ಲೆಯ ಎಲ್ಲಾ ಜೀತವಿಮುಕ್ತರಿಗೂ ಸರ್ಕಾರದ '13' ದಾಖಲೆಗಳನ್ನು ನೀಡಲಾಗುತ್ತಿದೆ ಇದರೊಂದಿಗೆ ಅವರ ಆರೋಗ್ಯ ತಪಾಸಣೆ ಸಹ ನಡೆಸಲಾಗುತ್ತಿದೆ ಎಂದರು. ಆಧಾರ್ ಕಾರ್ಡ್ ಸೇರಿದಂತೆ ವಿವಿಧ ಗುರುತಿನ ಚೀಟಿ ನೀಡಲಾಗುತ್ತಿದ್ದು,ಸರ್ಕಾರದ — [480, 606, 706, 1053]
sidebar-article3-headline: ನೇರ ಸಂದರ್ಶನ — [1220, 1225, 1356, 1258]
jayanthi-col3: ಅಳವಡಿಸಿಕೊಳ್ಳಬೇಕು. ಆಗ ಜಯಂತಿಗಳನ್ನು ಆಚರಣೆ ಮಾಡಿದಕ್ಕೆ ಒಂದು ಅರ್ಥ ಬರುತ್ತದೆ ಎಂದು ತಿಳಿಸಿದರು. ಕನ್ನಡ ಮತ್ತು ಸಂಸ್ಕೃತಿ ಇಲಾಖೆಯ ಸಹಾಯಕ ನಿರ್ದೇಶಕರಾದ ಡಿ.ಎಂ. ಸುದರ್ಶನ್ ಅವರು ಮಾತನಾಡಿ ಜಯಂತಿಗಳ ಆಚರಣೆಗೆ ಶಿಷ್ಟಾಚಾರದಂತೆ ಆಮಂತ್ರಣ ಪತ್ರಿಕೆ ಮುದ್ರಿಸಿ ಜನಪ್ರತಿನಿಧಿಗಳಿಗೆ ಮುಖಂಡರಿಗೆ ಆಹ್ವಾನ ನೀಡಲಾಗುವುದು. ಮೆರವಣಿಗೆಗೆ ಕಲಾ ತಂಡಗಳನ್ನು ನೀಡಲಾಗುವುದು. ಕಲಾಮಂದಿರದಲ್ಲಿ ಗೀತಾ ಗಾಯನ ಏರ್ಪಡಿಸಲಾಗುವುದು ಎಂದು ತಿಳಿಸಿದರು. ಸಮುದಾಯದ ಮುಖಂಡರು ಮಾತನಾಡಿ ನುಲಿಯ ಚಂದಯ್ಯ ಜಯಂತಿ ಆಚರಣೆ ಬೇರೆ ದಿನಾಂಕವನ್ನು ತಿಳಿಸಲಾಗುವುದು. ತಮ್ಮ ತಮ್ಮ ಜಯಂತಿಗಳ ಆಚರಣೆಯ ದಿವ್ಯ ಸಾನಿಧ್ಯಕ್ಕೆ ತಮ್ಮ ಸಮುದಾಯದ ಸ್ವಾಮೀಜಿಗಳ ಹೆಸರನ್ನು ಆಯ್ಕೆ ಮಾಡಿ ಒಂದೆರಡು ದಿನಗಳಲ್ಲಿ ನೀಡಲಾಗುವುದು. ಜಯಂತಿಯಲ್ಲಿ ವಿಶೇಷ ಉಪನ್ಯಾಸ ನೀಡಲು ಸಂಪನ್ಮೂಲ ವ್ಯಕ್ತಿಗಳನ್ನು ಆಯ್ಕೆ ಮಾಡಿ ಹೆಸರನ್ನು ನೀಡಲಾಗುವುದು ಎಂದು ಸಮುದಾಯದ ಮುಖಂಡರು ಸಭೆಗೆ ಮಾಹಿತಿ ನೀಡಿದರು. — [483, 1987, 708, 2271]
jeetha-photo-shirt — [720, 807, 949, 894]
article-suraksha-camp — [734, 1275, 1202, 1882]
jeetha-col2-text: ಮುಂದೆ ಸ್ವಾವಲಂಭಿಗಳಾಗಿ ಘನತೆಯುಕ್ತ ಜೀವನ ನಡೆಸಬಹುದು ಎಂದರು. ಮದ್ದೂರು ಶಾಸಕ ಕೆ.ಎಂ.ಉದಯ್ ಅವರು ಮಾತನಾಡಿ ಜೀತ ವಿಮುಕ್ತರಿಗೆ . ಆಧಾರ್ ಕಾರ್ಡ್, ಜನನ-ಮರಣ ಪ್ರಮಾಣ ಪತ್ರ, ಜಾತಿ ಪ್ರಮಾಣ ಪತ್ರ-ಆದಾಯ ಪ್ರಮಾಣ ಪತ್ರ, ಪಡಿತರ ಗುರುತಿನ ಚೀಟಿ, ಚುನಾವಣಾ ಗುರುತಿನ ಚೀಟಿ, ವೈಯಕ್ತಿಕ ಬ್ಯಾಂಕ್ ಉಳಿತಾಯ ಖಾತೆ, ವಿವಿಧ ಯೋಜನೆಗಳಡಿ ಪಿಂಚಣಿ, ಆಯುಷ್ಮಾನ್ ಭಾರತ್ ಆರೋಗ್ಯ ಕಾರ್ಡ್, ಆರೋಗ್ಯ ವಿಮೆಗಳು (ಕೆಒಎಜಿ, ಕೆಪಿಜಿ), ಇ ಶ್ರಮ್ ಗುರುತಿನ ಕಾರ್ಡ್, ಗಾಳಖಳ ಗುರುತಿನ ಚೀಟಿ, ಭಾಗ್ಯಲಕ್ಷ್ಮಿ ಯೋಜನೆ, ಮನರೇಗಾ ಉದ್ಯೋಗ ಚೀಟಿ ನೀಡಲಾಗುತ್ತಿದೆ. ಇದರಿಂದ ಅವರುಗಳು ಸ್ವಾವಲಂಬಿ ಜೀವನ ನಡೆಸಬಹುದು ಎಂದರು. ಜಿಲ್ಲಾ ಪಂಚಾಯತ್ ಮುಖ್ಯ ಕಾರ್ಯನಿರ್ವಾಹಕ ಅಧಿಕಾರಿ ಕೆ.ಆರ್.ನಂದಿನಿ ಅವರು ಮಾತನಾಡಿ ಜೀತವಿಮುಕ್ತರ ಬಾಳಿನಲ್ಲಿ ಸಂಜೀವಿನಿಯ ಬೆಳಕು ಆಭಿಯಾನದಡಿ ಜೀತವಿಮುಕ್ತರ ಕುಟುಂಬದ ಅರ್ಹ — [719, 903, 949, 1169]
article-jayanthi — [0, 1885, 726, 2398]
lead-col2 — [295, 216, 538, 509]
yojane-col4: ಪಂಚ ಗ್ಯಾರಂಟಿ ಯೋಜನೆಗಳ ಅಭಿವೃದ್ಧಿಯನ್ನು ಪರಿಶೀಲಿಸಿದ ಅವರು ಅರಣ್ಯ ಇಲಾಖೆ ಮೈಸೂರು ಪ್ರಾದೇಶಿಕ ವಿಭಾಗ ಶೇ.80% ಅಭಿವೃದ್ಧಿ ಸಾಧಿಸಿದೆ.. ಚೆಸ್ಕಾಂನಲ್ಲಿ ಪ್ರಗತಿಯಲ್ಲಿ ಇರುವ ಕಾಮಗಾರಿ ಅಭಿವೃದ್ಧಿಯನ್ನು ಪೂರ್ಣಗೊಳಿಸಬೇಕು ಎಂದು ಹೇಳಿದರು. ರೇಷ್ಮೆ ಇಲಾಖೆಯು ರೇಷ್ಮೆ ವಲಯವನ್ನು ಹೆಚ್ಚು ಮಾಡಬೇಕು. ಹೆಚ್ಚು ಇಳುವರಿ ಬರುವ ರೇಷ್ಮೆ ತಳಿಗಳನ್ನು ರೈತರಿಗೆ ಪರಿಚಯ ಮಾಡಬೇಕು. ಪಶು ಪಾಲನಾ ಮತ್ತು ಪಶುವೈದ್ಯ ಸೇವಾ ಇಲಾಖೆಯು ಇನ್ನೂ ಹೆಚ್ಚಿನ ಪ್ರಗತಿಯನ್ನು ಸಾಧಿಸಬೇಕು ಎಂದು ತಿಳಿಸಿದರು. — [1328, 1987, 1511, 2181]
congress-photo-garland — [246, 1606, 711, 1730]
masthead — [1205, 6, 1522, 93]
jeetha-col2 — [719, 604, 949, 1261]
sun-palm-logo-icon — [1294, 12, 1325, 48]
sidebar-article4-headline: ವಾರಸುದಾರರ ಪತ್ತೆಗಾಗಿ — [1220, 1620, 1425, 1652]
lead-col3: ಡೆಂಗ್ಯೂ, ಸೇರಿದಂತೆ ಇತರೆ ಜ್ವರ ಪರೀಕ್ಷೆಗಳ ರಕ್ತ ಪರೀಕ್ಷೆಗಳು ಇರಲಿದ್ದು ಇಲ್ಲಿಗೆ ಒಬ್ಬ ಪ್ಯಾಥಾಲಜಿಸ್ಟ್ ಹಾಗೂ ಅಗತ್ಯವಿದ್ದಲ್ಲಿ ಮೈಕ್ರೋಬಯಾಲಜಿಸ್ಟ್‌ಗಳು ಇರಲಿದ್ದು ತ್ವರಿತವಾಗಿ ರೋಗ ಪತ್ತೆ ಸಾಧ್ಯವಾಗಲಿದೆ. ಇದರಿಂದ ಬಡರೋಗಿಗಳ ಹೊರೆ ತಗ್ಗಲಿದೆ ಎಂದರು. ಗ್ಯಾರಂಟಿ ಯೋಜನೆ ಪ್ರಾಧಿಕಾರದ ಜಿಲ್ಲಾಧ್ಯಕ್ಷ ಎಚ್.ವಿ. ಚಂದ್ರು ಮಾತನಾಡಿ, ಪಟ್ಟಣದಲ್ಲಿ 100 ಹಾಸಿಗೆಗಳ ಆಸ್ಪತ್ರೆ ನಿರ್ಮಾಣಕ್ಕೆ ಪಟ್ಟು ಬಿಡದೆ ಶಾಸಕರು ಅನುದಾನ ತಂದು ಕಾಮಗಾರಿ ಭರದಿಂದ ಸಾಗಿದೆ. ಇಲ್ಲಿಗೆ ಲ್ಯಾಬ್‌ಗೂ ಪ್ರತ್ಯೇಕ ಹಣ ಬಂದಿರುವುದು ಇವರ ದೂರದೃಷ್ಟಿಯ ಫಲವಾಗಿದೆ. ಇವರು ಕ್ಷೇತ್ರಕ್ಕೆ ನೀಡುವ ಕೊಡುಗೆಗಳನ್ನು ಜನರಿಗೆ ತಿಳಿಸುವ ಜವಾಬ್ದಾರಿ ನಮ್ಮಂತಹವರ ಮೇಲೆ ಇನ್ನಷ್ಟು ಹೆಚ್ಚಿದೆ ಎಂದರು. ಉಳಿದ 12.5 ಕೋಟಿ ರೂ.ಗಳನ್ನು ಶಾಸಕರ ವಿಶೇಷ ಅನುದಾನದಲ್ಲಿ ಬಳಸಲಾಗುವುದು ಎಂದರು. — [548, 218, 853, 394]
jeetha-photo — [719, 604, 949, 895]
article-yojane — [736, 1885, 1527, 2398]
region-title: ಮಂಡ್ಯ-ಮೈಸೂರು-ಚಾಮರಾಜನಗರ — [61, 39, 457, 81]
camp-col2: ಎಂ.ಕುಮಾರಸ್ವಾಮಿ ಮಾತನಾಡಿ ವಾರ್ಷಿಕ ವಿಮೆ ಕೇವಲ 20 ರೂಪಾಯಿಗಳಲ್ಲಿ ಪ್ರಧಾನ ಮಂತ್ರಿ ಸುರಕ್ಷಾ ವಿಮಾ ಯೋಜನೆ ಆಡಿಯಲ್ಲಿ ಬ್ಯಾಂಕುಗಳ ಮೂಲಕ 2 ಲಕ್ಷ ಧನಸಹಾಯ ದೊರೆಯಲಿದ್ದು ಗ್ರಾಮಸ್ಥರು ಇದರ ಸದುಪಯೋಗ ಪಡೆದುಕೊಳ್ಳಬೇಕು ಎಂದು 1 ಲಕ್ಷದವರೆಗೆ ವಿಮಾ ಸೌಲಭ್ಯ ದೊರೆಯಲಿರುವುದನ್ನು ತಿಳಿಸಿದರು. — [973, 1671, 1195, 1775]
sidebar-article1-headline: ಬಿಳಿಗಿರಿರಂಗನಬೆಟ್ಟ ಹುಂಡಿಯಲ್ಲಿ 15.89 ಲಕ್ಷ ಸಂಗ್ರಹ — [1220, 113, 1465, 172]
maulana-photo-drapes — [9, 639, 456, 780]
yojane-col3: ಅಭಿವೃದ್ಧಿ ಹೊಂದದೆ ಬಾಕಿ ಉಳಿದಿರುವಂತಹ ಕಾಮಗಾರಿಯನ್ನು ಪೂರ್ಣಗೊಳಿಸಬೇಕು, ಸಾಮಾಜಿಕ ಅರಣ್ಯ ವಿಭಾಗದಲ್ಲಿ 8618 ಹೆಕ್ಟೇರ್ ಪ್ರದೇಶದಲ್ಲಿ ಅರಣ್ಯೀಕರಣ ಮಾಡಲಾಗಿದೆ. ಸಮಾಜ ಕಲ್ಯಾಣ ಇಲಾಖೆಯು ಹಾಸ್ಟೆಲ್‌ಗಳಿಗೆ ವಿದ್ಯಾರ್ಥಿಗಳ ಸಂಖ್ಯೆ ಹೆಚ್ಚಳ ಮಾಡಬೇಕು. ಹಾಸ್ಟೆಲ್‌ಗಳಲ್ಲಿ ಉತ್ತಮ ಗುಣಮಟ್ಟದ ಆಹಾರ ನೀಡಬೇಕು. ಪರಿಶಿಷ್ಟ ವರ್ಗಗಳ ಕಲ್ಯಾಣ ಇಲಾಖೆಯಡಿ ಪಿ.ಎಂ.ಜನಮನ್ ವನಧನ ವಿಕಾಸ ಯೋಜನೆಡಯಡಿ 1068 ಫಲಾನುಭವಿಗಳು ಸೌಲಭ್ಯಗಳನ್ನು ಪಡೆದುಕೊಳ್ಳುತ್ತಿದ್ದಾರೆ. ಹಿಂದುಳಿದ ವರ್ಗಗಳ ಕಲ್ಯಾಣ ಇಲಾಖೆಯು ಶೇ.80% ಪ್ರಗತಿ ಸಾಧಿಸಿದೆ. ಅಲ್ಪ ಸಂಖ್ಯಾತರ ಕಲ್ಯಾಣ ಇಲಾಖೆಯು 96% ಗುರಿಯನ್ನು ತಲುಪಿದೆ ಎಂದು ತಿಳಿಸಿದರು. — [1134, 1987, 1317, 2236]
sidebar-column — [1205, 98, 1527, 1882]
lead-headline: ಸುಸಜ್ಜಿತ ಲ್ಯಾಬ್ ನಿರ್ಮಾಣದಿಂದ ರೋಗಿಗಳಿಗೆ ಅನುಕೂಲ — [170, 127, 1032, 183]
maulana-col2: ಮುಂದಾದರೂ ಹೊರಗಡೆಯವರು ಗೇಲಿ ಮಾಡಿಕೊಳ್ಳುತ್ತಾರೆ. ಇದು ನಮಗೆ ಗೌರವ ತರುವಂತದಲ್ಲ. ಹಾಗಾಗಿ ನೂತನ ಶಾದಿ ಮಹಲ್ ನಿರ್ಮಾಣಕ್ಕೆ 2 ಕೋಟಿ ರೂ. ಅನುದಾನ ಕೊಡುವ ಭರವಸೆ ನೀಡಿದರು. ಹುಳಿಯಾರಿನಲ್ಲಿ ಈಗಾಗಲೇ ಮನೆಮನೆ ಗಂಗೆಯ ಕೆಲಸ ನಡೆಯುತ್ತಿದೆ. ಶೀಘ್ರದಲ್ಲೇ ಪಟ್ಟಣದ ಎಲ್ಲಾ ರಸ್ತೆಗಳನ್ನೂ ಸಿಸಿ ರಸ್ತೆಯನ್ನಾಗಿ ಮಾಡಲಾಗುವುದು. ಪಟ್ಟಣ ಪಂಚಾಯ್ತಿಯ ನೂತನ ಕಟ್ಟಡ ನಿರ್ಮಾಣಕ್ಕೆ ವಾಪಸ್ಸಾಗಿದ್ದ 3 ಕೋಟಿ ರೂ. ಹಣ ಮತ್ತೆ ತಂದು ಶೀಘ್ರ ಕಟ್ಟಡ ಕಟ್ಟಲಾಗುವುದು. ಈಗಾಗಲೇ ಕನಕ, ಸೇವಾಲಾಲ್, ವಾಲ್ಮೀಕಿ, ಕಲಾಂ ಸರ್ಕಲ್‌ಗಳಿಗೆ ಹೆಸರಿಟ್ಟಿದ್ದು ಮುಂದಿನ ದಿನಗಳಲಿ ಭಗೀರಥ ವೃತ್ತ ನಿರ್ಮಿಸಲಾಗುವುದು ಎಂದರು. — [234, 908, 447, 1120]
yojane-col1: ಮೈಸೂರು: ವಿವಿಧ ಸರ್ಕಾರಿ ಯೋಜನೆಗಳಡಿ ನೀಡಿರುವ ಅನುದಾನಗಳನ್ನು ಸದ್ಬಳಕೆ ಮಾಡಿ, ನಿಗಧಿತ ಅವಧಿಯಲ್ಲಿ ಪ್ರಗತಿ ಸಾದಿಸಿ ಎಂದು ವಾಣಿಜ್ಯ, ಮತ್ತು ಕೈಗಾರಿಕೆ ಶಾಖೆ ಹಾಗೂ ಲೋಕೋಪಯೋಗಿ ಇಲಾಖೆಯ ಪ್ರಧಾನ ಕಾರ್ಯದರ್ಶಿಗಳು ಮತ್ತು ಜಿಲ್ಲಾ ಉಸ್ತುವಾರಿ ಕಾರ್ಯದರ್ಶಿಗಳು ಹಾಗೂ ಜಿಲ್ಲಾ ಪಂಚಾಯತ್ ಅಧಿಕಾರಿಗಳಿಗೆ ಸೂಚಿಸಿದರು. ಜಿಲ್ಲೆಗೆ ಒದಗಿಸಿರುವ ಕೇಂದ್ರಕ್ಕೆ 179.11 ಲಕ್ಷ ಅನುದಾನ ಮಾಡಲಾಗಿದ್ದು, ಅರ್ಹ ಪ್ರಗತಿ ಸಾಧಿಸಬೇಕು. ಪಿ.ಎಂ.ಜಿ.ಎಸ್ ಯೋಜನೆಯ ಪ್ರಯೋಜನವನ್ನು ಪಡೆದು ಪ್ರಗತಿ ಸಾಧಿಸಬೇಕು. 4321 ರೈತರಿಗೆ ಪಂಚಾಯತ್ ಮೂಲಕ ನ್ಯಾಯಾಲಯದ ಕಾಮಗಾರಿಗಳನ್ನು ಶೀಘ್ರವಾಗಿ ಅಭಿವೃದ್ಧಿ ಮತ್ತು ಸ್ವಚ್ಛ ನಗರವನ್ನು ಅಭಿವೃದ್ಧಿ ಪಡಿಸಿ ಇಲಾಖೆಯ ಅಧಿಕಾರಿಗಳಿಗೆ ವಾಣಿಜ್ಯ ಇಲಾಖೆಯಲ್ಲಿ ಸೂಚಿಸಿದರು. — [746, 1987, 929, 2289]
congress-photo-wall — [246, 1404, 711, 1551]
camp-col1: ಹುಳಿಯೂರು: ಕರ್ನಾಟಕ ಗ್ರಾಮೀಣ ಬ್ಯಾಂಕ್ ಹೊಯ್ಸಳಕಟ್ಟೆ ಶಾಖೆ ಹಾಗೂ ಆರ್ಥಿಕ ಸಾಕ್ಷರತಾ ಸಲಹಾ ಕೇಂದ್ರ ಚಿಕ್ಕನಾಯಕನಹಳ್ಳಿ ಇವರ ಜಂಟಿ ಆಶ್ರಯದಲ್ಲಿ ಕಾರೆಹಳ್ಳಿ ಗ್ರಾಮದ ಶ್ರೀ ರಂಗನಾಥ ಸ್ವಾಮಿ ದೇವಸ್ಥಾನದ ಆವರಣದಲ್ಲಿ ಜನ ಸುರಕ್ಷಾ ಶಿಬಿರ ಏರ್ಪಡಿಸಲಾಗಿತ್ತು. ಈ ಸಂದರ್ಭದಲ್ಲಿ ಗ್ರಾಮೀಣ ಬ್ಯಾಂಕ್ ಅಧಿಕಾರಿಗಳು ಮಾತನಾಡಿ ಎಲ್ಲಾ ಹಳ್ಳಿಗಳ ಎಲ್ಲಾ ವರ್ಗದ ಜನರಿಗೆ ಸ್ವಸಹಾಯ/ ಕೃಷಿ ಸಾಲಗಳನ್ನು ನೀಡಿ ಆರ್ಥಿಕ ಸಾಕ್ಷರತೆ ಮೂಡಿಸಲಾಗುವುದು ಎಂದರು. — [738, 1671, 960, 1811]
camp-photo-seated — [739, 1537, 1197, 1660]
sidebar-article1-body: ಯಳಂದೂರು: ತಾಲೂಕಿನ ಪ್ರಸಿದ್ಧ ಗಿರಿಧಾಮವಾಗಿರುವ ಬಿಳಿಗಿರಿರಂಗನಬೆಟ್ಟದಲ್ಲಿರುವ ಶ್ರೀ ಬಿಳಿಗಿರಿರಂಗನಾಥಸ್ವಾಮಿ ದೇಗುದಲ್ಲಿ ಸೋಮವಾರ ಹುಂಡಿ ಹಣ ಎಣಿಕೆಯಾಗಿದ್ದು ಈ ಬಾರಿ 15,89,508 ರೂ. ಸಂಗ್ರಹವಾಗಿದೆ. ಕಳೆದ 50 ದಿನಗಳಲ್ಲಿ ದೇಗುಲದ ಹುಂಡಿಗಳಲ್ಲಿ ಈ ಹಣ ಸಂಗ್ರಹವಾಗಿದೆ. ಇದರಲ್ಲಿ ನೋಟುಗಳ ರೂಪದಲ್ಲಿ 15,04,598 ರೂ. ನಾಣ್ಯಗಳ ರೂಪದಲ್ಲಿ 84,910 ರೂ. ಹಣವೂ ಸೇರಿದೆ. ಎಂದು ದೇಗುಲದ ಕಾರ್ಯನಿರ್ವಾಹಕ ಅಧಿಕಾರಿ ಮೋಹನ್‌ಕುಮಾರ್ ಮಾಹಿತಿ ನೀಡಿದರು. ಈ ಸಂದರ್ಭದಲ್ಲಿ ದೇಗುಲದ ವ್ಯವಸ್ಥಾಪನಾ ಸಮಿತಿ ಅಧ್ಯಕ್ಷ ಜೆ. ಶ್ರೀನಿವಾಸ್, ಸದಸ್ಯರಾದ ಗುಂಬಳ್ಳಿ ರಾಜಣ್ಣ, ವೆಂಕಟರಾಮು, ನಾರಾಯಣಸ್ವಾಮಿ, ಸೂರ್ತಿ, ಸಿದ್ದರಾಜು, ಕೇತಮ್ಮ, ಸುರೇಶ್ ತಹಸೀಲ್ದಾರ್ ಎಸ್.ಎಲ್. ನಯನ ಅರ್ಚಕ ರವಿಕುಮಾರ್, ಶ್ರೀನಿವಾಸ, ನಾಗೇಂದ್ರಭಟ್ ಕಾವೇರಿ ಕಲ್ಪತರು ಗ್ರಾಮೀಣ ಬ್ಯಾಂಕಿನ ವ್ಯವಸ್ಥಾಪಕ ವೀರಭದ್ರಸ್ವಾಮಿ, ಪಾರುಪತ್ತೇದಾರ ರಾಜು, ಶೇಷಾದ್ರಿ, ಸೇರಿದಂತೆ ದೇಗುಲದ ಸಿಬ್ಬಂಧಿ ಹಾಜರಿದ್ದರು. — [1220, 182, 1513, 412]
